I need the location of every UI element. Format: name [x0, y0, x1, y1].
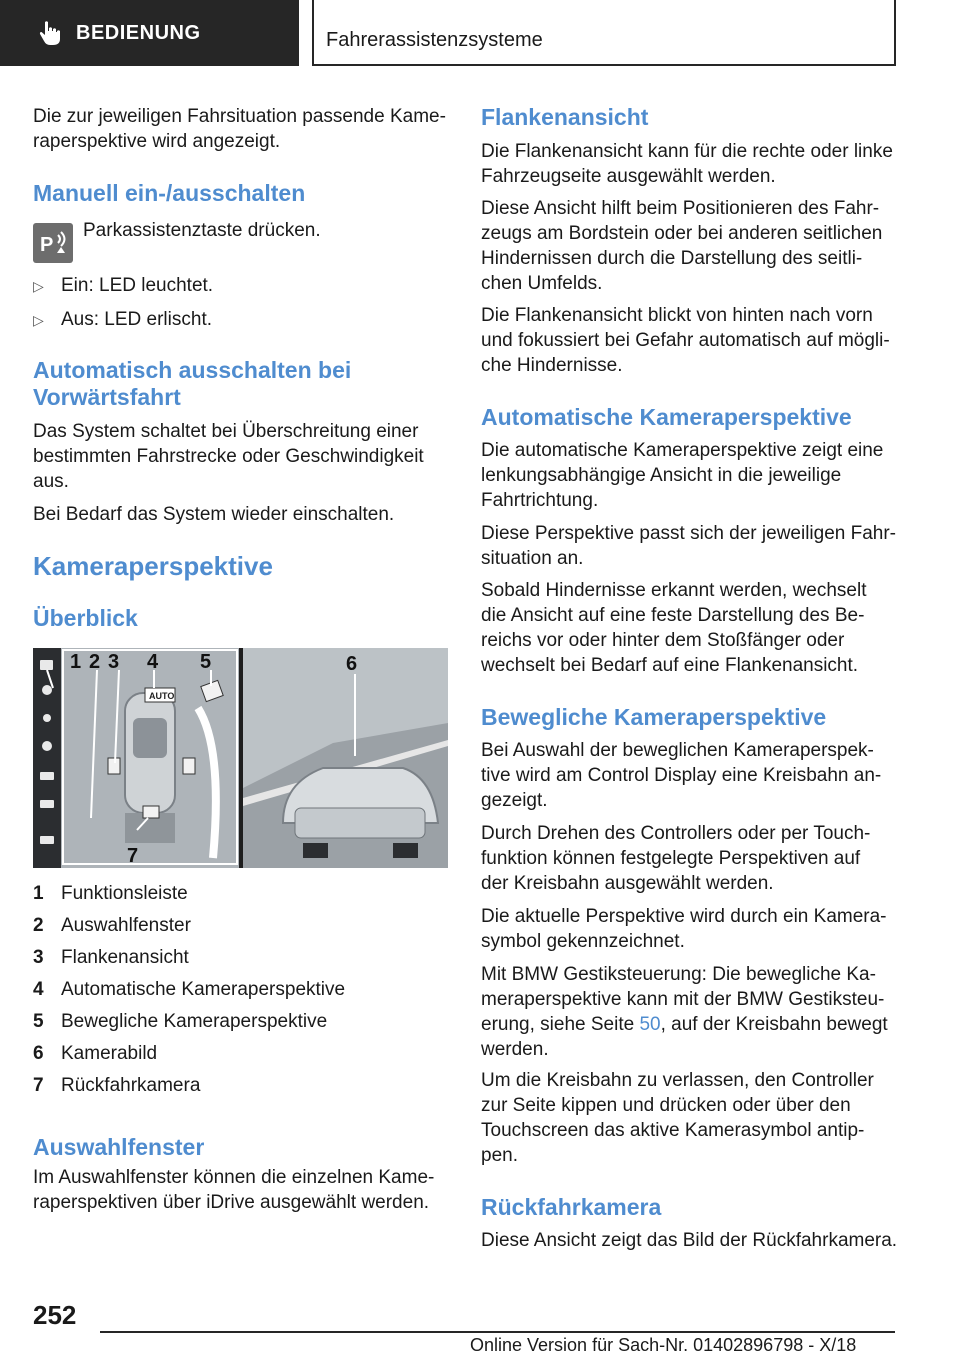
movecam-p4-1: Mit BMW Gestiksteuerung: Die bewegliche Ka- — [481, 964, 876, 985]
figure-auto-badge: AUTO — [149, 691, 175, 701]
autocam-p3-2: die Ansicht auf eine feste Darstellung des Be- — [481, 605, 865, 626]
page-header — [0, 0, 960, 66]
flank-p2-1: Diese Ansicht hilft beim Positionieren des Fahr- — [481, 198, 880, 219]
flank-p3-3: che Hindernisse. — [481, 355, 623, 376]
flank-p2-3: Hindernissen durch die Darstellung des seitli- — [481, 248, 863, 269]
section-label: BEDIENUNG — [76, 21, 201, 44]
heading-camera-perspective: Kameraperspektive — [33, 551, 273, 581]
chapter-tab — [312, 0, 896, 66]
camera-display-illustration — [33, 648, 448, 868]
heading-auto-off-2: Vorwärtsfahrt — [33, 384, 181, 410]
heading-manual: Manuell ein-/ausschalten — [33, 180, 306, 206]
auto-text-3: aus. — [33, 471, 69, 492]
movecam-p5-2: zur Seite kippen und drücken oder über den — [481, 1095, 851, 1116]
movecam-p2-1: Durch Drehen des Controllers oder per Touch- — [481, 823, 871, 844]
section-tab — [0, 0, 299, 66]
camera-display-figure — [33, 648, 448, 868]
figure-label-2: 2 — [89, 651, 101, 673]
footer-divider — [100, 1331, 895, 1333]
autocam-p1-2: lenkungsabhängige Ansicht in die jeweilige — [481, 465, 842, 486]
autocam-p1-3: Fahrtrichtung. — [481, 490, 599, 511]
movecam-p3-2: symbol gekennzeichnet. — [481, 931, 685, 952]
flank-p3-2: und fokussiert bei Gefahr automatisch auf mögli- — [481, 330, 890, 351]
autocam-p3-4: wechselt bei Bedarf auf eine Flankenansicht. — [481, 655, 859, 676]
figure-label-7: 7 — [127, 845, 139, 867]
movecam-p4-3: erung, siehe Seite 50, auf der Kreisbahn bewegt — [481, 1014, 888, 1035]
footer-version-text: Online Version für Sach-Nr. 01402896798 - X/18 — [470, 1335, 857, 1355]
flank-p1-1: Die Flankenansicht kann für die rechte oder linke — [481, 141, 893, 162]
park-assist-button-icon — [33, 223, 73, 263]
figure-label-4: 4 — [147, 651, 159, 673]
heading-flank-view: Flankenansicht — [481, 104, 649, 130]
heading-movable-camera: Bewegliche Kameraperspektive — [481, 704, 827, 730]
park-assist-symbol-icon — [33, 223, 73, 263]
intro-line-1: Die zur jeweiligen Fahrsituation passende Kame- — [33, 106, 446, 127]
svg-text:P: P — [40, 234, 54, 256]
autocam-p1-1: Die automatische Kameraperspektive zeigt eine — [481, 440, 884, 461]
figure-label-5: 5 — [200, 651, 212, 673]
chapter-label: Fahrerassistenzsysteme — [326, 29, 543, 51]
autocam-p2-1: Diese Perspektive passt sich der jeweiligen Fahr- — [481, 523, 897, 544]
flank-p3-1: Die Flankenansicht blickt von hinten nach vorn — [481, 305, 873, 326]
movecam-p3-1: Die aktuelle Perspektive wird durch ein Kamera- — [481, 906, 887, 927]
auto-text-4: Bei Bedarf das System wieder einschalten. — [33, 504, 395, 525]
movecam-p1-3: gezeigt. — [481, 790, 548, 811]
bullet-on — [33, 273, 213, 299]
page-number: 252 — [33, 1300, 77, 1330]
bullet-text: Aus: LED erlischt. — [61, 309, 212, 330]
select-text-2: raperspektiven über iDrive ausgewählt werden. — [33, 1192, 430, 1213]
page-reference-link[interactable]: 50 — [639, 1014, 661, 1035]
movecam-p5-3: Touchscreen das aktive Kamerasymbol antip- — [481, 1120, 865, 1141]
hand-pointer-icon — [38, 20, 62, 46]
figure-label-3: 3 — [108, 651, 120, 673]
autocam-p3-1: Sobald Hindernisse erkannt werden, wechselt — [481, 580, 867, 601]
flank-p2-4: chen Umfelds. — [481, 273, 603, 294]
heading-rear-camera: Rückfahrkamera — [481, 1194, 662, 1220]
manual-text: Parkassistenztaste drücken. — [83, 220, 321, 241]
rear-text: Diese Ansicht zeigt das Bild der Rückfahrkamera. — [481, 1230, 898, 1251]
movecam-p1-2: tive wird am Control Display eine Kreisbahn an- — [481, 765, 882, 786]
movecam-p4-2: meraperspektive kann mit der BMW Gestiksteu- — [481, 989, 885, 1010]
intro-line-2: raperspektive wird angezeigt. — [33, 131, 281, 152]
triangle-bullet-icon: ▷ — [33, 312, 44, 328]
heading-auto-camera: Automatische Kameraperspektive — [481, 404, 852, 430]
figure-label-1: 1 — [70, 651, 82, 673]
legend-item: 1 Funktionsleiste — [33, 883, 188, 904]
movecam-p5-1: Um die Kreisbahn zu verlassen, den Controller — [481, 1070, 874, 1091]
legend-item: 6 Kamerabild — [33, 1043, 158, 1064]
figure-label-6: 6 — [346, 653, 358, 675]
legend-item: 5 Bewegliche Kameraperspektive — [33, 1011, 328, 1032]
legend-item: 4 Automatische Kameraperspektive — [33, 979, 346, 1000]
bullet-off — [33, 307, 212, 333]
legend-item: 2 Auswahlfenster — [33, 915, 191, 936]
legend-item: 3 Flankenansicht — [33, 947, 189, 968]
flank-p2-2: zeugs am Bordstein oder bei anderen seitlichen — [481, 223, 883, 244]
heading-auto-off-1: Automatisch ausschalten bei — [33, 357, 352, 383]
auto-text-2: bestimmten Fahrstrecke oder Geschwindigkeit — [33, 446, 424, 467]
heading-selection-window: Auswahlfenster — [33, 1134, 205, 1160]
movecam-p5-4: pen. — [481, 1145, 518, 1166]
select-text-1: Im Auswahlfenster können die einzelnen Kame- — [33, 1167, 435, 1188]
autocam-p3-3: reichs vor oder hinter dem Stoßfänger oder — [481, 630, 845, 651]
autocam-p2-2: situation an. — [481, 548, 584, 569]
movecam-p1-1: Bei Auswahl der beweglichen Kameraperspek- — [481, 740, 874, 761]
heading-overview: Überblick — [33, 605, 138, 631]
flank-p1-2: Fahrzeugseite ausgewählt werden. — [481, 166, 776, 187]
movecam-p4-4: werden. — [481, 1039, 549, 1060]
movecam-p2-2: funktion können festgelegte Perspektiven auf — [481, 848, 861, 869]
bullet-text: Ein: LED leuchtet. — [61, 275, 214, 296]
auto-text-1: Das System schaltet bei Überschreitung einer — [33, 421, 419, 442]
movecam-p2-3: der Kreisbahn ausgewählt werden. — [481, 873, 774, 894]
triangle-bullet-icon: ▷ — [33, 278, 44, 294]
legend-item: 7 Rückfahrkamera — [33, 1075, 201, 1096]
